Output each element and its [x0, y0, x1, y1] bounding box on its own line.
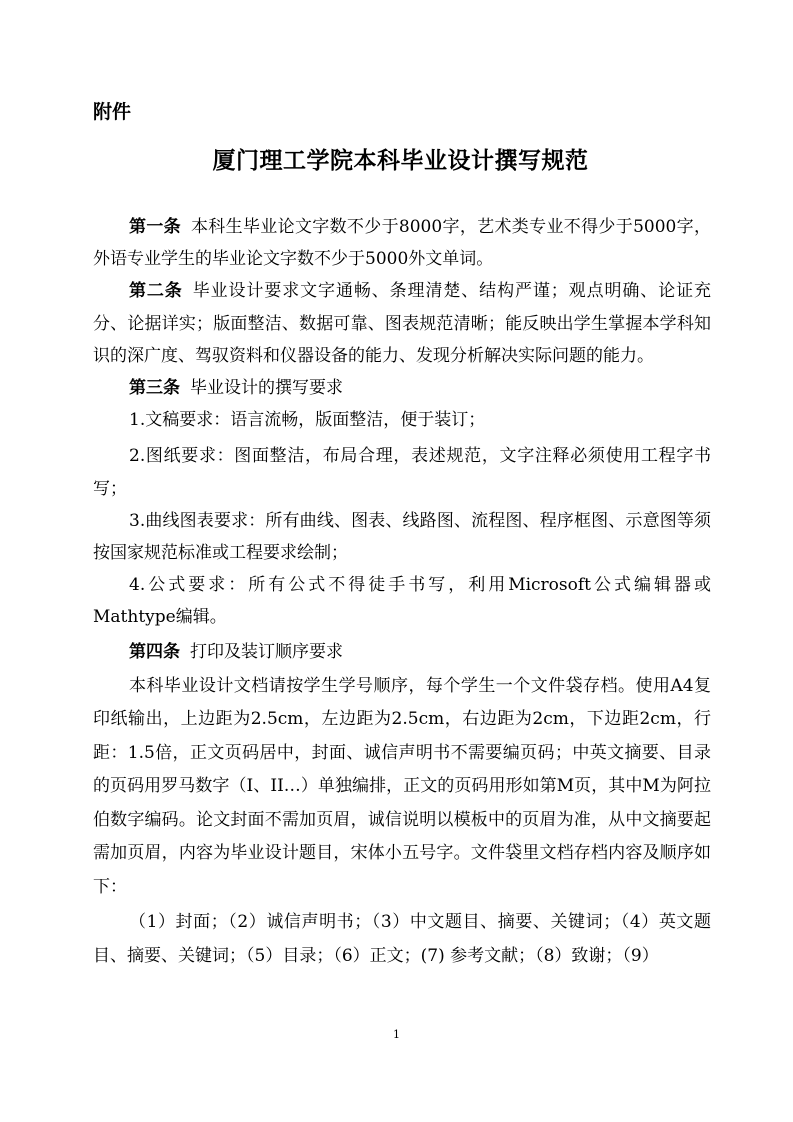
- article-4-text: 打印及装订顺序要求: [190, 641, 343, 662]
- article-2-label: 第二条: [129, 281, 183, 302]
- article-3-item-1: 1.文稿要求：语言流畅，版面整洁，便于装订；: [129, 410, 486, 431]
- article-1: [93, 211, 711, 275]
- document-title: 厦门理工学院本科毕业设计撰写规范: [212, 148, 589, 174]
- article-4-body: 本科毕业设计文档请按学生学号顺序，每个学生一个文件袋存档。使用A4复印纸输出，上边距为2.5cm，左边距为2.5cm，右边距为2cm，下边距2cm，行距：1.5倍，正文页码居中，封面、诚信声明书不需要编页码；中英文摘要、目录的页码用罗马数字（I、II…）单独编排，正文的页码用形如第M页，其中M为阿拉伯数字编码。论文封面不需加页眉，诚信说明以模板中的页眉为准，从中文摘要起需加页眉，内容为毕业设计题目，宋体小五号字。文件袋里文档存档内容及顺序如下：: [93, 675, 711, 897]
- article-4-label: 第四条: [129, 641, 180, 662]
- article-3: [93, 372, 711, 404]
- article-3-item-3: 3.曲线图表要求：所有曲线、图表、线路图、流程图、程序框图、示意图等须按国家规范标准或工程要求绘制；: [93, 510, 711, 564]
- document-body: [93, 211, 711, 973]
- article-3-item-4: 4.公式要求：所有公式不得徒手书写，利用Microsoft公式编辑器或Mathtype编辑。: [93, 575, 711, 628]
- article-2-text: 毕业设计要求文字通畅、条理清楚、结构严谨；观点明确、论证充分、论据详实；版面整洁、数据可靠、图表规范清晰；能反映出学生掌握本学科知识的深广度、驾驭资料和仪器设备的能力、发现分析解决实际问题的能力。: [93, 281, 712, 366]
- archive-order-list: （1）封面；（2）诚信声明书；（3）中文题目、摘要、关键词；（4）英文题目、摘要、关键词；（5）目录；（6）正文；(7) 参考文献；（8）致谢；（9）: [93, 912, 711, 966]
- article-4: [93, 636, 711, 668]
- attachment-label: 附件: [93, 101, 132, 123]
- article-1-label: 第一条: [129, 217, 181, 237]
- article-3-item-2: 2.图纸要求：图面整洁，布局合理，表述规范，文字注释必须使用工程字书写；: [93, 446, 711, 499]
- article-3-text: 毕业设计的撰写要求: [190, 378, 343, 399]
- article-2: [93, 275, 711, 372]
- article-1-text: 本科生毕业论文字数不少于8000字，艺术类专业不得少于5000字，外语专业学生的毕业论文字数不少于5000外文单词。: [93, 217, 711, 270]
- article-3-label: 第三条: [129, 378, 180, 399]
- page-number: 1: [393, 1028, 400, 1041]
